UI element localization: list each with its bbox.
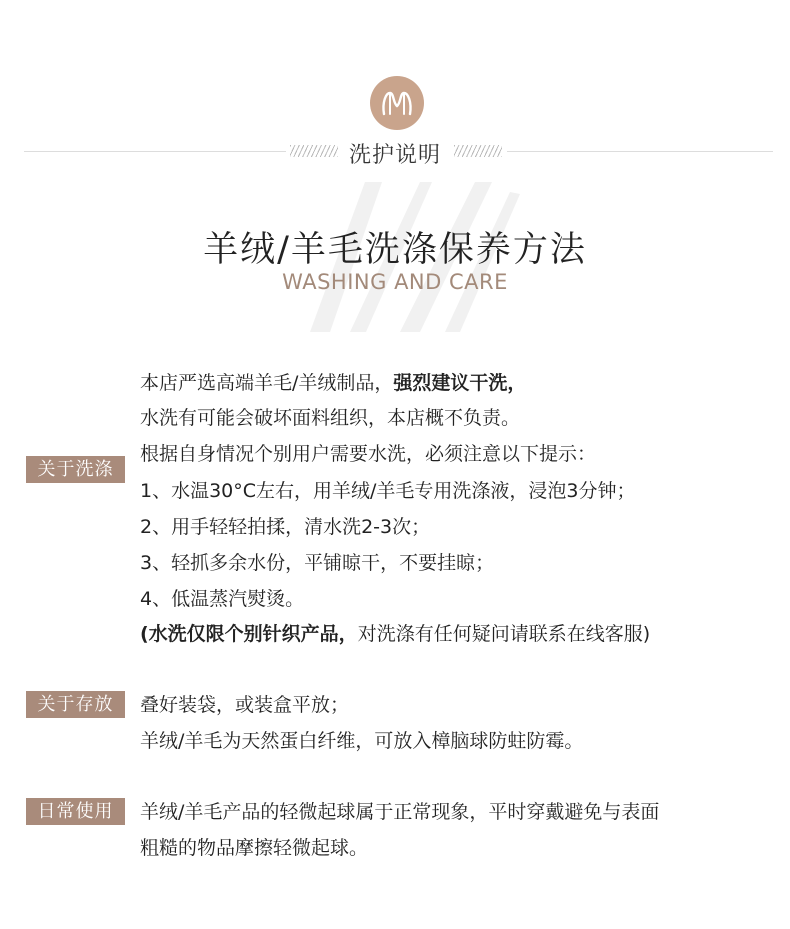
wash-line-7: 4、低温蒸汽熨烫。 [140,588,305,610]
daily-line-1: 羊绒/羊毛产品的轻微起球属于正常现象，平时穿戴避免与表面 [140,801,660,823]
divider-line-right [507,151,773,152]
subtitle: WASHING AND CARE [282,270,508,294]
divider-hatch-right [454,145,502,157]
section-title: 洗护说明 [348,143,441,168]
label-storage: 关于存放 [26,691,125,718]
storage-line-2: 羊绒/羊毛为天然蛋白纤维，可放入樟脑球防蛀防霉。 [140,730,584,752]
wash-line-1 [140,368,526,398]
label-washing: 关于洗涤 [26,456,125,483]
wash-line-2: 水洗有可能会破坏面料组织，本店概不负责。 [140,407,521,429]
wash-line-1-normal: 本店严选高端羊毛/羊绒制品， [140,372,394,394]
daily-line-2: 粗糙的物品摩擦轻微起球。 [140,837,369,859]
storage-line-1: 叠好装袋，或装盒平放； [140,694,350,716]
wash-line-1-bold: 强烈建议干洗， [393,372,527,394]
brand-monogram-icon [370,76,424,130]
brand-logo [370,76,424,130]
wash-line-6: 3、轻抓多余水份，平铺晾干，不要挂晾； [140,552,495,574]
label-daily-use: 日常使用 [26,798,125,825]
wash-line-3: 根据自身情况个别用户需要水洗，必须注意以下提示： [140,443,597,465]
wash-line-5: 2、用手轻轻拍揉，清水洗2-3次； [140,516,431,538]
main-title: 羊绒/羊毛洗涤保养方法 [203,230,587,270]
wash-line-8-normal: 对洗涤有任何疑问请联系在线客服) [357,623,651,645]
wash-line-8-bold: (水洗仅限个别针织产品， [140,623,358,645]
wash-line-4: 1、水温30°C左右，用羊绒/羊毛专用洗涤液，浸泡3分钟； [140,480,636,502]
wash-line-8 [140,619,650,649]
